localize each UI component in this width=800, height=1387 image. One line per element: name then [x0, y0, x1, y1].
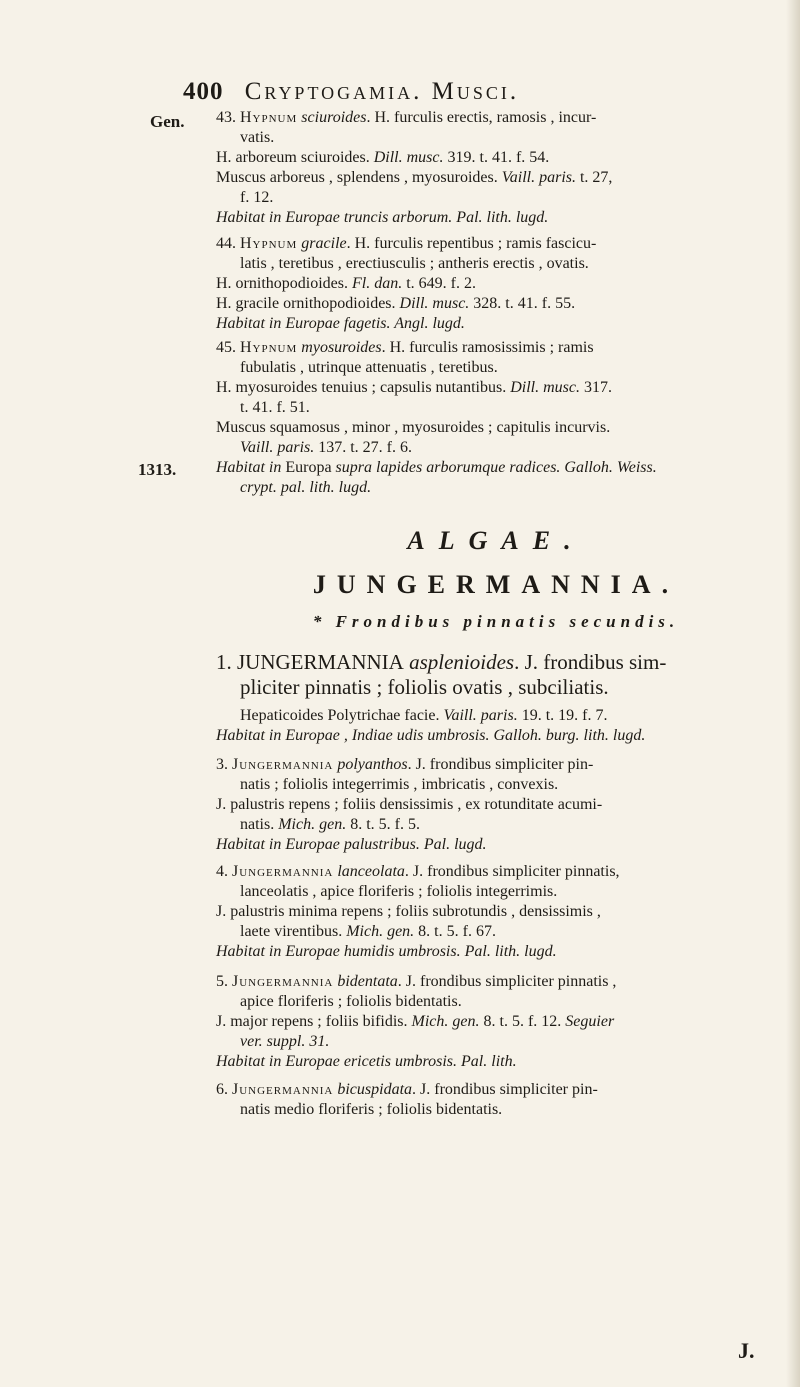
- entry-44: 44. Hypnum gracile. H. furculis repentibus ; ramis fascicu- latis , teretibus , erectiusculis ; antheris erectis , ovatis. H. ornithopodioides. Fl. dan. t. 649. f. 2. H. gracile ornithopodioides. Dill. musc. 328. t. 41. f. 55. Habitat in Europae fagetis. Angl. lugd.: [216, 235, 597, 332]
- page-edge-shadow: [786, 0, 800, 1387]
- margin-number: 1313.: [138, 460, 177, 479]
- running-header: [183, 78, 743, 106]
- entry-jungermannia-1: 1. JUNGERMANNIA asplenioides. J. frondibus sim- pliciter pinnatis ; foliolis ovatis , subciliatis. Hepaticoides Polytrichae facie. Vaill. paris. 19. t. 19. f. 7. Habitat in Europae , Indiae udis umbrosis. Galloh. burg. lith. lugd.: [216, 650, 667, 744]
- catchword-signature: J.: [738, 1338, 755, 1363]
- entry-43: 43. Hypnum sciuroides. H. furculis erectis, ramosis , incur- vatis. H. arboreum sciuroides. Dill. musc. 319. t. 41. f. 54. Muscus arboreus , splendens , myosuroides. Vaill. paris. t. 27, f. 12. Habitat in Europae truncis arborum. Pal. lith. lugd.: [216, 109, 613, 226]
- entry-jungermannia-6: 6. Jungermannia bicuspidata. J. frondibus simpliciter pin- natis medio floriferis ; foliolis bidentatis.: [216, 1081, 598, 1118]
- section-algae: ALGAE.: [407, 526, 585, 555]
- page-number: 400: [183, 78, 224, 105]
- entry-jungermannia-4: 4. Jungermannia lanceolata. J. frondibus simpliciter pinnatis, lanceolatis , apice floriferis ; foliolis integerrimis. J. palustris minima repens ; foliis subrotundis , densissimis , laete virentibus. Mich. gen. 8. t. 5. f. 67. Habitat in Europae humidis umbrosis. Pal. lith. lugd.: [216, 863, 620, 960]
- entry-45: 45. Hypnum myosuroides. H. furculis ramosissimis ; ramis fubulatis , utrinque attenuatis , teretibus. H. myosuroides tenuius ; capsulis nutantibus. Dill. musc. 317. t. 41. f. 51. Muscus squamosus , minor , myosuroides ; capitulis incurvis. Vaill. paris. 137. t. 27. f. 6. Habitat in Europa supra lapides arborumque radices. Galloh. Weiss. crypt. pal. lith. lugd.: [216, 339, 657, 496]
- section-subtitle: * Frondibus pinnatis secundis.: [312, 612, 680, 631]
- page-title: Cryptogamia. Musci.: [244, 78, 520, 105]
- section-genus: JUNGERMANNIA.: [312, 570, 680, 599]
- entry-jungermannia-3: 3. Jungermannia polyanthos. J. frondibus simpliciter pin- natis ; foliolis integerrimis , imbricatis , convexis. J. palustris repens ; foliis densissimis , ex rotunditate acumi- natis. Mich. gen. 8. t. 5. f. 5. Habitat in Europae palustribus. Pal. lugd.: [216, 756, 603, 853]
- entry-jungermannia-5: 5. Jungermannia bidentata. J. frondibus simpliciter pinnatis , apice floriferis ; foliolis bidentatis. J. major repens ; foliis bifidis. Mich. gen. 8. t. 5. f. 12. Seguier ver. suppl. 31. Habitat in Europae ericetis umbrosis. Pal. lith.: [216, 973, 617, 1070]
- margin-gen-label: Gen.: [150, 112, 185, 131]
